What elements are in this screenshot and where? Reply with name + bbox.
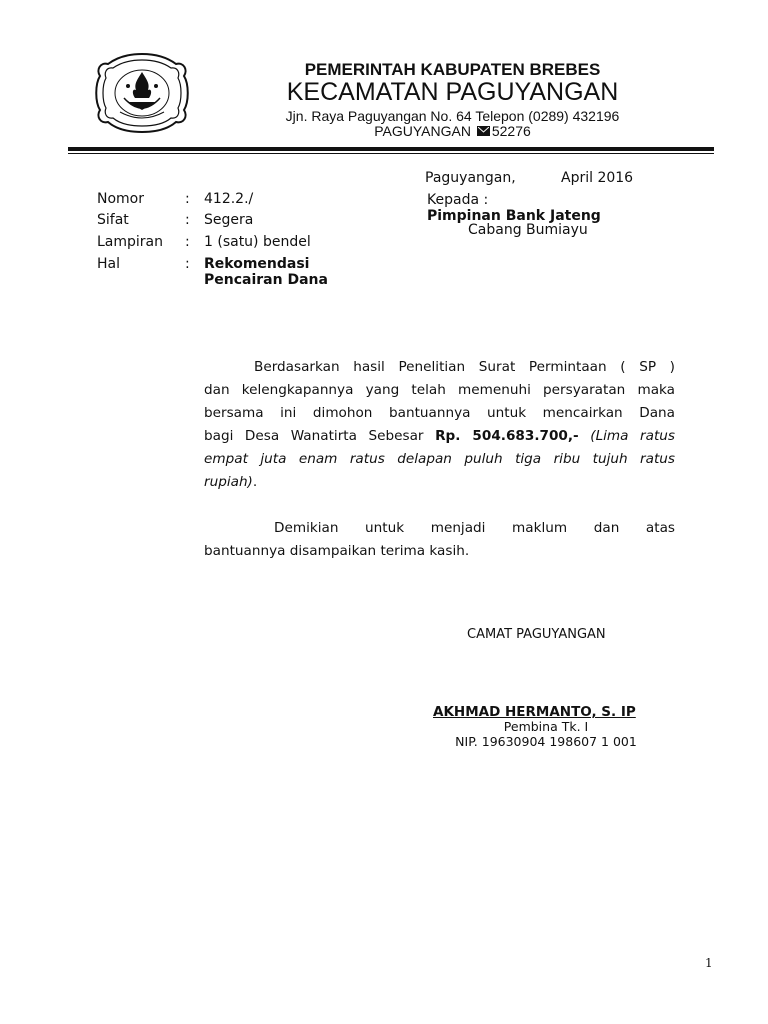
recipient-name: Pimpinan Bank Jateng [427,208,601,224]
recipient-label: Kepada : [427,192,489,208]
envelope-icon [477,126,490,136]
body-line: Demikian untuk menjadi maklum dan atas [274,520,675,536]
amount-words-line: empat juta enam ratus delapan puluh tiga ribu tujuh ratus [204,451,675,467]
signer-title: CAMAT PAGUYANGAN [467,627,606,642]
letterhead-divider-thick [68,147,714,151]
meta-sep: : [185,191,190,207]
end-punct: . [252,474,258,490]
office-address: Jjn. Raya Paguyangan No. 64 Telepon (0289) 432196 [285,108,620,124]
meta-value-sifat: Segera [204,212,254,228]
page-number: 1 [705,956,713,970]
government-name: PEMERINTAH KABUPATEN BREBES [304,60,601,79]
body-line: bersama ini dimohon bantuannya untuk mencairkan Dana [204,405,675,421]
recipient-branch: Cabang Bumiayu [468,222,588,238]
signer-name: AKHMAD HERMANTO, S. IP [433,704,636,720]
postal-line [140,123,765,139]
body-line [204,425,675,448]
meta-label-nomor: Nomor [97,191,144,207]
date-place: Paguyangan, [425,170,516,186]
amount-words-end: rupiah) [204,474,253,490]
postal-city: PAGUYANGAN [374,123,471,139]
signer-rank: Pembina Tk. I [503,719,589,734]
amount-words-start: (Lima ratus [590,428,676,444]
body-line: bantuannya disampaikan terima kasih. [204,543,470,559]
meta-value-lampiran: 1 (satu) bendel [204,234,311,250]
body-paragraph-2 [204,517,675,563]
office-name: KECAMATAN PAGUYANGAN [286,78,619,106]
date-value: April 2016 [561,170,634,186]
meta-value-hal-2: Pencairan Dana [204,272,328,288]
body-paragraph-1 [204,356,675,494]
meta-value-nomor: 412.2./ [204,191,254,207]
postal-code: 52276 [491,123,531,139]
meta-label-sifat: Sifat [97,212,129,228]
meta-sep: : [185,256,190,272]
meta-label-lampiran: Lampiran [97,234,164,250]
letterhead-divider-thin [68,153,714,154]
signer-nip: NIP. 19630904 198607 1 001 [455,734,637,749]
body-line [204,471,675,494]
line4-prefix: bagi Desa Wanatirta Sebesar [204,428,424,444]
meta-sep: : [185,234,190,250]
body-line: dan kelengkapannya yang telah memenuhi persyaratan maka [204,382,675,398]
body-line: Berdasarkan hasil Penelitian Surat Permintaan ( SP ) [254,359,675,375]
meta-label-hal: Hal [97,256,120,272]
meta-value-hal: Rekomendasi [204,256,310,272]
meta-sep: : [185,212,190,228]
amount: Rp. 504.683.700,- [435,428,579,444]
